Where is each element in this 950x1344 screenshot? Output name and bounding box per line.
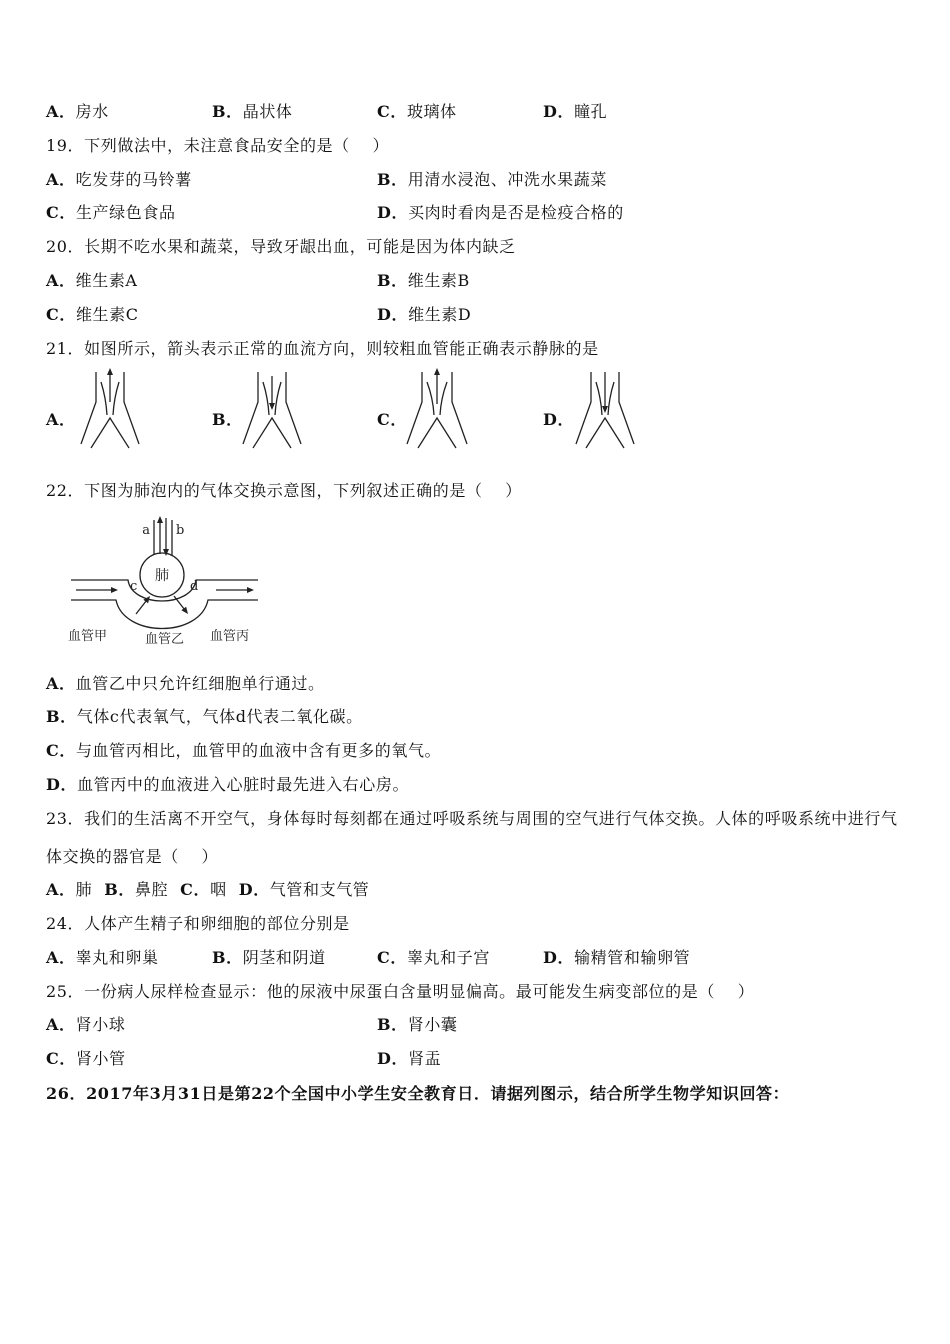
q20-option-c (46, 305, 139, 325)
option-text: 维生素D (408, 305, 472, 324)
vessel-branch-fork (586, 418, 624, 448)
vessel-right-wall (124, 372, 139, 444)
arrow-diagonal-down-icon (181, 607, 188, 614)
q24-option-c (377, 948, 490, 968)
option-label: D． (543, 102, 575, 121)
option-text: 血管丙中的血液进入心脏时最先进入右心房。 (77, 775, 410, 794)
label-a: a (142, 523, 150, 538)
option-label: A． (46, 948, 76, 967)
q21-vessel-diagram-a (79, 368, 141, 448)
option-label: A． (46, 674, 76, 693)
option-text: 肾小管 (75, 1049, 126, 1068)
option-label: D． (543, 948, 575, 967)
option-text: 用清水浸泡、冲洗水果蔬菜 (407, 170, 607, 189)
option-text: 睾丸和卵巢 (75, 948, 159, 967)
q18-option-d (543, 102, 607, 122)
q19-option-a (46, 170, 192, 190)
flow-arrow-down-icon (269, 403, 275, 410)
option-label: A． (46, 271, 76, 290)
vessel-branch-fork (418, 418, 456, 448)
q25-option-a (46, 1015, 125, 1035)
q18-option-b (212, 102, 293, 122)
q24-option-b (212, 948, 326, 968)
vessel-inner-curve-right (275, 382, 281, 415)
option-text: 买肉时看肉是否是检疫合格的 (408, 203, 624, 222)
option-label: D． (377, 203, 409, 222)
option-label: B． (377, 1015, 408, 1034)
vessel-left-wall (407, 372, 422, 444)
option-text: 肾盂 (408, 1049, 442, 1068)
q20-option-d (377, 305, 471, 325)
arrow-right-icon (111, 587, 118, 593)
q21-vessel-diagram-b (241, 368, 303, 448)
q24-option-d (543, 948, 690, 968)
arrow-right-icon (247, 587, 254, 593)
label-b: b (176, 523, 185, 538)
option-label: C． (46, 741, 76, 760)
option-label: A． (46, 880, 76, 899)
vessel-right-wall (619, 372, 634, 444)
option-text: 维生素B (407, 271, 470, 290)
option-text: 吃发芽的马铃薯 (75, 170, 192, 189)
q21-option-b-label: B． (212, 410, 243, 429)
q25-stem: 25．一份病人尿样检查显示：他的尿液中尿蛋白含量明显偏高。最可能发生病变部位的是（ ） (46, 982, 755, 1001)
option-text: 血管乙中只允许红细胞单行通过。 (75, 674, 325, 693)
q22-option-b (46, 707, 363, 727)
vessel-inner-curve-left (101, 382, 107, 415)
q23-option-b (104, 880, 168, 899)
flow-arrow-up-icon (434, 368, 440, 375)
vessel-inner-curve-right (608, 382, 614, 415)
option-label: C． (46, 1049, 76, 1068)
option-text: 晶状体 (242, 102, 293, 121)
arrow-diagonal-up-icon (143, 596, 150, 603)
option-text: 阴茎和阴道 (242, 948, 326, 967)
option-label: D． (46, 775, 78, 794)
q23-option-d (239, 880, 370, 899)
q19-option-d (377, 203, 624, 223)
option-label: D． (238, 880, 270, 899)
flow-arrow-down-icon (602, 406, 608, 413)
flow-arrow-up-icon (107, 368, 113, 375)
option-text: 肺 (75, 880, 93, 899)
option-text: 瞳孔 (574, 102, 608, 121)
vessel-branch-fork (253, 418, 291, 448)
option-label: D． (377, 1049, 409, 1068)
q23-option-c (180, 880, 227, 899)
option-text: 与血管丙相比，血管甲的血液中含有更多的氧气。 (75, 741, 442, 760)
option-text: 肾小球 (75, 1015, 126, 1034)
option-label: B． (377, 271, 408, 290)
arrow-up-icon (157, 516, 163, 523)
option-text: 气体c代表氧气，气体d代表二氧化碳。 (76, 707, 363, 726)
q19-option-c (46, 203, 176, 223)
option-text: 输精管和输卵管 (574, 948, 691, 967)
vessel-inner-curve-right (440, 382, 447, 415)
q25-option-b (377, 1015, 458, 1035)
q24-stem: 24．人体产生精子和卵细胞的部位分别是 (46, 914, 350, 933)
option-text: 气管和支气管 (269, 880, 370, 899)
q21-option-c-label: C． (377, 410, 407, 429)
q20-option-b (377, 271, 470, 291)
vessel-inner-curve-left (596, 382, 602, 415)
option-label: B． (104, 880, 135, 899)
option-label: C． (46, 305, 76, 324)
q22-alveolus-gas-exchange-diagram (66, 512, 261, 647)
vessel-left-wall (243, 372, 258, 444)
alveolus-label: 肺 (155, 568, 169, 584)
label-vessel-1: 血管甲 (68, 629, 108, 644)
q22-option-d (46, 775, 409, 795)
q21-vessel-diagram-c (406, 368, 468, 448)
q18-option-a (46, 102, 109, 122)
option-text: 睾丸和子宫 (406, 948, 490, 967)
vessel-inner-curve-right (113, 382, 119, 415)
vessel-inner-curve-left (263, 382, 269, 415)
q21-stem: 21．如图所示，箭头表示正常的血流方向，则较粗血管能正确表示静脉的是 (46, 339, 599, 358)
q21-vessel-diagram-d (573, 368, 635, 448)
vessel-inner-curve-left (427, 382, 434, 415)
q19-option-b (377, 170, 607, 190)
option-text: 生产绿色食品 (75, 203, 176, 222)
option-label: A． (46, 1015, 76, 1034)
gas-c-arrow-shaft (136, 601, 147, 615)
option-text: 玻璃体 (406, 102, 457, 121)
q19-stem: 19．下列做法中，未注意食品安全的是（ ） (46, 136, 390, 155)
q20-option-a (46, 271, 138, 291)
label-d: d (190, 579, 199, 594)
label-vessel-3: 血管丙 (210, 629, 250, 644)
q21-option-d-label: D． (543, 410, 575, 429)
option-text: 维生素C (75, 305, 139, 324)
q20-stem: 20．长期不吃水果和蔬菜，导致牙龈出血，可能是因为体内缺乏 (46, 237, 516, 256)
option-text: 房水 (75, 102, 109, 121)
option-text: 鼻腔 (134, 880, 169, 899)
option-text: 维生素A (75, 271, 138, 290)
label-vessel-2: 血管乙 (145, 632, 185, 647)
q22-stem: 22．下图为肺泡内的气体交换示意图，下列叙述正确的是（ ） (46, 481, 522, 500)
vessel-right-wall (452, 372, 467, 444)
q23-stem: 23．我们的生活离不开空气，身体每时每刻都在通过呼吸系统与周围的空气进行气体交换。人体的呼吸系统中进行气体交换的器官是（ ） (46, 809, 898, 866)
q18-option-c (377, 102, 457, 122)
option-label: A． (46, 170, 76, 189)
option-text: 咽 (210, 880, 227, 899)
option-label: C． (180, 880, 211, 899)
q22-option-a (46, 674, 325, 694)
vessel-lower-wall (71, 600, 258, 629)
option-label: C． (377, 102, 407, 121)
option-label: D． (377, 305, 409, 324)
q26-stem: 26．2017年3月31日是第22个全国中小学生安全教育日．请据列图示，结合所学生物学知识回答： (46, 1084, 790, 1103)
option-label: B． (212, 102, 243, 121)
q25-option-d (377, 1049, 441, 1069)
vessel-branch-fork (91, 418, 129, 448)
q23-option-a (46, 880, 92, 899)
option-text: 肾小囊 (407, 1015, 458, 1034)
q25-option-c (46, 1049, 126, 1069)
vessel-right-wall (286, 372, 301, 444)
option-label: B． (212, 948, 243, 967)
option-label: C． (377, 948, 407, 967)
label-c: c (130, 579, 138, 594)
q21-option-a-label: A． (46, 410, 76, 429)
q22-option-c (46, 741, 441, 761)
vessel-left-wall (81, 372, 96, 444)
option-label: B． (377, 170, 408, 189)
option-label: A． (46, 102, 76, 121)
q24-option-a (46, 948, 159, 968)
vessel-left-wall (576, 372, 591, 444)
option-label: B． (46, 707, 77, 726)
option-label: C． (46, 203, 76, 222)
q23-options-row (46, 880, 369, 900)
